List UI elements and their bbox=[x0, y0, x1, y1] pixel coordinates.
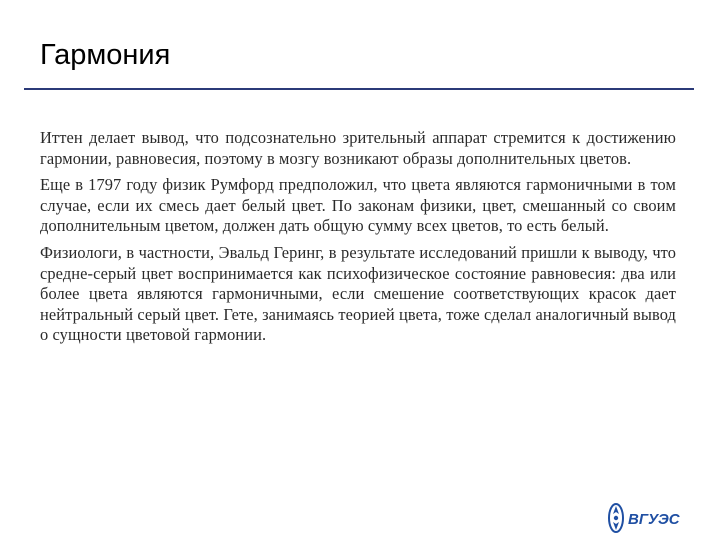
slide-body bbox=[40, 128, 676, 352]
title-divider bbox=[24, 88, 694, 90]
paragraph-1: Иттен делает вывод, что подсознательно зрительный аппарат стремится к достижению гармонии, равновесия, поэтому в мозгу возникают образы дополнительных цветов. bbox=[40, 128, 676, 168]
paragraph-2: Еще в 1797 году физик Румфорд предположил, что цвета являются гармоничными в том случае, если их смесь дает белый цвет. По законам физики, цвет, смешанный со своим дополнительным цветом, должен дать общую сумму всех цветов, то есть белый. bbox=[40, 175, 676, 236]
university-logo-icon bbox=[606, 500, 688, 536]
logo-text: ВГУЭС bbox=[628, 511, 680, 528]
paragraph-3: Физиологи, в частности, Эвальд Геринг, в результате исследований пришли к выводу, что средне-серый цвет воспринимается как психофизическое состояние равновесия: два или более цвета являются гармоничными, если смешение соответствующих красок дает нейтральный серый цвет. Гете, занимаясь теорией цвета, тоже сделал аналогичный вывод о сущности цветовой гармонии. bbox=[40, 242, 676, 345]
page-title: Гармония bbox=[40, 39, 171, 71]
